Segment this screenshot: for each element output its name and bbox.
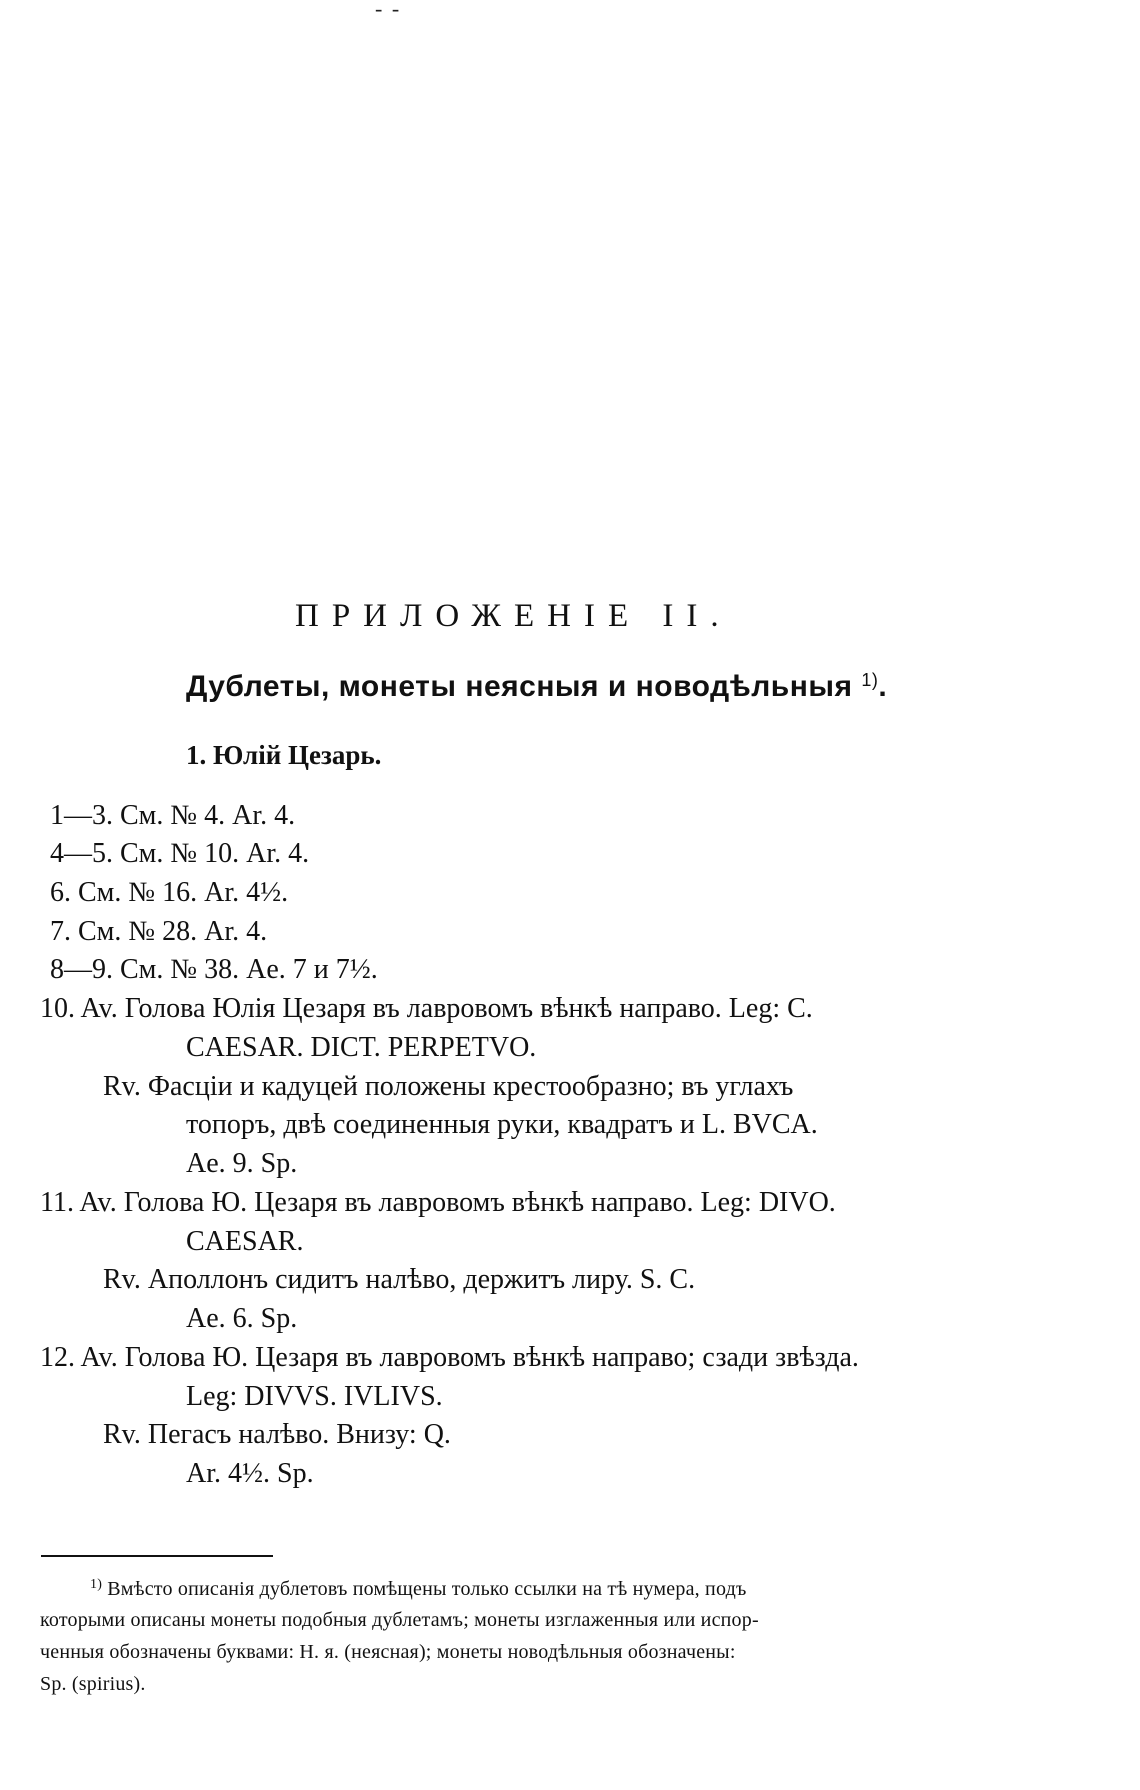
entry-line: CAESAR. DICT. PERPETVO. <box>186 1032 537 1063</box>
entry-line: Ae. 9. Sp. <box>186 1148 298 1179</box>
subtitle-footnote-mark: 1) <box>861 670 879 690</box>
footnote-line: Sp. (spirius). <box>40 1673 146 1695</box>
entry-line: Ae. 6. Sp. <box>186 1303 298 1334</box>
footnote-line: которыми описаны монеты подобныя дублетамъ; монеты изглаженныя или испор- <box>40 1609 759 1631</box>
entry-line: Rv. Фасціи и кадуцей положены крестообразно; въ углахъ <box>103 1071 794 1102</box>
footnote-line: ченныя обозначены буквами: Н. я. (неясная); монеты новодѣльныя обозначены: <box>40 1641 736 1663</box>
entry-line: CAESAR. <box>186 1226 304 1257</box>
subtitle-text: Дублеты, монеты неясныя и новодѣльныя <box>186 670 853 703</box>
entry-line: 7. См. № 28. Ar. 4. <box>50 916 268 947</box>
entry-line: 6. См. № 16. Ar. 4½. <box>50 877 289 908</box>
page-top-mark: - - <box>375 0 402 21</box>
entry-line: 8—9. См. № 38. Ae. 7 и 7½. <box>50 954 378 985</box>
entry-line: 1—3. См. № 4. Ar. 4. <box>50 800 296 831</box>
footnote-text: Вмѣсто описанія дублетовъ помѣщены только ссылки на тѣ нумера, подъ <box>107 1578 747 1600</box>
entry-line: Ar. 4½. Sp. <box>186 1458 314 1489</box>
section-subtitle <box>186 670 887 704</box>
entry-line: 11. Av. Голова Ю. Цезаря въ лавровомъ вѣнкѣ направо. Leg: DIVO. <box>40 1187 836 1218</box>
entry-line: Leg: DIVVS. IVLIVS. <box>186 1381 443 1412</box>
footnote-line <box>90 1577 747 1601</box>
entry-line: 4—5. См. № 10. Ar. 4. <box>50 838 310 869</box>
appendix-title: ПРИЛОЖЕНІЕ II. <box>295 598 732 634</box>
footnote-mark: 1) <box>90 1577 103 1592</box>
entry-line: 12. Av. Голова Ю. Цезаря въ лавровомъ вѣнкѣ направо; сзади звѣзда. <box>40 1342 859 1373</box>
section-title: 1. Юлій Цезарь. <box>186 740 382 770</box>
subtitle-period: . <box>878 670 888 703</box>
footnote-divider <box>41 1555 273 1557</box>
entry-line: топоръ, двѣ соединенныя руки, квадратъ и L. BVCA. <box>186 1109 818 1140</box>
entry-line: Rv. Пегасъ налѣво. Внизу: Q. <box>103 1419 451 1450</box>
entry-line: Rv. Аполлонъ сидитъ налѣво, держитъ лиру. S. C. <box>103 1264 696 1295</box>
entry-line: 10. Av. Голова Юлія Цезаря въ лавровомъ вѣнкѣ направо. Leg: C. <box>40 993 813 1024</box>
